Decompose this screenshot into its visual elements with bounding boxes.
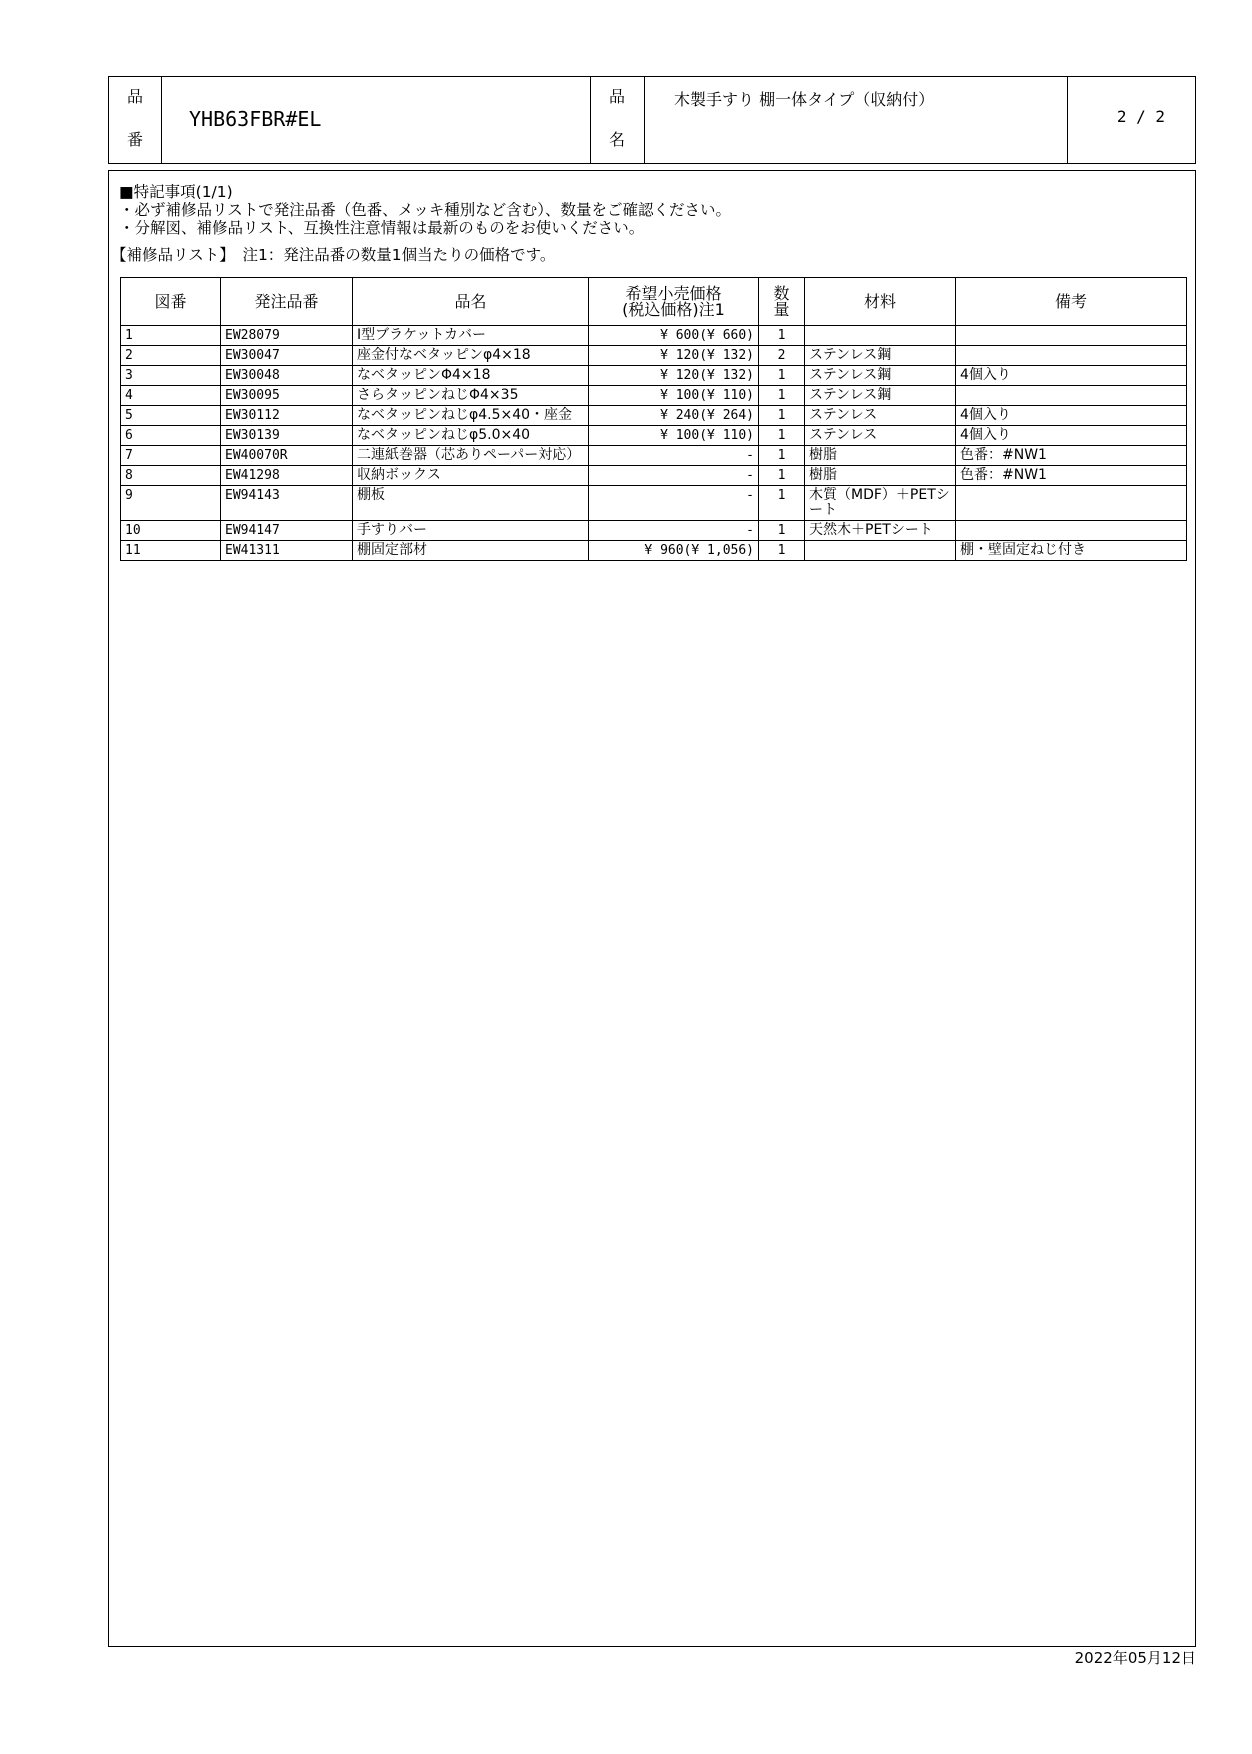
product-name: 木製手すり 棚一体タイプ（収納付） xyxy=(674,90,935,109)
divider xyxy=(644,77,645,163)
cell-qty: 1 xyxy=(759,406,805,426)
cell-qty: 2 xyxy=(759,346,805,366)
cell-material: 天然木＋PETシート xyxy=(805,521,956,541)
table-row xyxy=(121,466,1187,486)
cell-qty: 1 xyxy=(759,541,805,561)
cell-remarks: 棚・壁固定ねじ付き xyxy=(956,541,1187,561)
cell-material: 樹脂 xyxy=(805,446,956,466)
cell-name: 座金付なベタッピンφ4×18 xyxy=(353,346,589,366)
cell-material: ステンレス鋼 xyxy=(805,346,956,366)
cell-name: なベタッピンねじφ4.5×40・座金 xyxy=(353,406,589,426)
document-body xyxy=(108,170,1196,1647)
table-row xyxy=(121,486,1187,521)
col-header-order-code: 発注品番 xyxy=(221,278,353,326)
cell-price: - xyxy=(589,446,759,466)
cell-name: 手すりバー xyxy=(353,521,589,541)
col-header-price-line: (税込価格)注1 xyxy=(622,299,725,319)
cell-order-code: EW28079 xyxy=(221,326,353,346)
cell-order-code: EW40070R xyxy=(221,446,353,466)
cell-qty: 1 xyxy=(759,446,805,466)
cell-material xyxy=(805,326,956,346)
cell-price: ¥ 120(¥ 132) xyxy=(589,346,759,366)
table-header-row xyxy=(121,278,1187,326)
cell-qty: 1 xyxy=(759,366,805,386)
special-notes xyxy=(119,183,731,237)
table-row xyxy=(121,386,1187,406)
cell-order-code: EW41311 xyxy=(221,541,353,561)
cell-price: - xyxy=(589,466,759,486)
product-code-label-char: 品 xyxy=(127,87,144,106)
cell-no: 2 xyxy=(121,346,221,366)
parts-table xyxy=(120,277,1187,561)
product-code-label-char: 番 xyxy=(127,130,144,149)
cell-name: 棚固定部材 xyxy=(353,541,589,561)
cell-material: ステンレス鋼 xyxy=(805,386,956,406)
cell-remarks: 4個入り xyxy=(956,426,1187,446)
table-row xyxy=(121,346,1187,366)
cell-remarks: 色番：#NW1 xyxy=(956,446,1187,466)
table-row xyxy=(121,446,1187,466)
note-line: ・分解図、補修品リスト、互換性注意情報は最新のものをお使いください。 xyxy=(119,219,645,237)
notes-heading: ■特記事項(1/1) xyxy=(119,183,233,201)
divider xyxy=(161,77,162,163)
product-name-label-char: 名 xyxy=(609,130,626,149)
cell-order-code: EW30139 xyxy=(221,426,353,446)
cell-no: 3 xyxy=(121,366,221,386)
cell-name: なベタッピンねじφ5.0×40 xyxy=(353,426,589,446)
cell-material: 樹脂 xyxy=(805,466,956,486)
cell-qty: 1 xyxy=(759,486,805,521)
cell-name: 収納ボックス xyxy=(353,466,589,486)
cell-no: 6 xyxy=(121,426,221,446)
divider xyxy=(1067,77,1068,163)
cell-no: 4 xyxy=(121,386,221,406)
parts-list-title: 【補修品リスト】 注1：発注品番の数量1個当たりの価格です。 xyxy=(111,246,556,264)
cell-no: 10 xyxy=(121,521,221,541)
cell-material: ステンレス xyxy=(805,426,956,446)
cell-no: 5 xyxy=(121,406,221,426)
cell-material xyxy=(805,541,956,561)
cell-remarks: 4個入り xyxy=(956,406,1187,426)
page-number: 2 / 2 xyxy=(1116,107,1165,126)
cell-price: - xyxy=(589,521,759,541)
table-row xyxy=(121,521,1187,541)
cell-name: I型ブラケットカバー xyxy=(353,326,589,346)
cell-name: さらタッピンねじΦ4×35 xyxy=(353,386,589,406)
cell-order-code: EW30095 xyxy=(221,386,353,406)
col-header-price xyxy=(589,278,759,326)
table-row xyxy=(121,541,1187,561)
table-row xyxy=(121,406,1187,426)
cell-no: 1 xyxy=(121,326,221,346)
cell-order-code: EW30112 xyxy=(221,406,353,426)
cell-remarks xyxy=(956,326,1187,346)
cell-name: 二連紙巻器（芯ありペーパー対応） xyxy=(353,446,589,466)
cell-qty: 1 xyxy=(759,326,805,346)
document-header xyxy=(108,76,1196,164)
cell-no: 9 xyxy=(121,486,221,521)
cell-no: 11 xyxy=(121,541,221,561)
cell-remarks: 4個入り xyxy=(956,366,1187,386)
cell-price: ¥ 100(¥ 110) xyxy=(589,386,759,406)
col-header-price-line: 希望小売価格 xyxy=(625,283,722,303)
col-header-name: 品名 xyxy=(353,278,589,326)
table-row xyxy=(121,366,1187,386)
cell-qty: 1 xyxy=(759,386,805,406)
col-header-qty-line: 数 xyxy=(773,283,790,303)
note-line: ・必ず補修品リストで発注品番（色番、メッキ種別など含む）、数量をご確認ください。 xyxy=(119,201,731,219)
cell-order-code: EW41298 xyxy=(221,466,353,486)
cell-no: 7 xyxy=(121,446,221,466)
cell-price: ¥ 600(¥ 660) xyxy=(589,326,759,346)
col-header-no: 図番 xyxy=(121,278,221,326)
cell-no: 8 xyxy=(121,466,221,486)
cell-price: ¥ 960(¥ 1,056) xyxy=(589,541,759,561)
cell-material: ステンレス xyxy=(805,406,956,426)
product-code: YHB63FBR#EL xyxy=(189,107,322,131)
cell-name: なベタッピンΦ4×18 xyxy=(353,366,589,386)
cell-price: ¥ 240(¥ 264) xyxy=(589,406,759,426)
cell-remarks xyxy=(956,386,1187,406)
cell-order-code: EW30047 xyxy=(221,346,353,366)
divider xyxy=(590,77,591,163)
cell-order-code: EW30048 xyxy=(221,366,353,386)
cell-price: ¥ 100(¥ 110) xyxy=(589,426,759,446)
cell-material: 木質（MDF）＋PETシート xyxy=(805,486,956,521)
cell-material: ステンレス鋼 xyxy=(805,366,956,386)
table-row xyxy=(121,426,1187,446)
cell-price: ¥ 120(¥ 132) xyxy=(589,366,759,386)
cell-order-code: EW94147 xyxy=(221,521,353,541)
col-header-material: 材料 xyxy=(805,278,956,326)
issue-date: 2022年05月12日 xyxy=(1074,1649,1196,1667)
cell-qty: 1 xyxy=(759,521,805,541)
cell-order-code: EW94143 xyxy=(221,486,353,521)
cell-name: 棚板 xyxy=(353,486,589,521)
table-row xyxy=(121,326,1187,346)
parts-table-body xyxy=(121,326,1187,561)
cell-qty: 1 xyxy=(759,426,805,446)
cell-remarks: 色番：#NW1 xyxy=(956,466,1187,486)
col-header-qty-line: 量 xyxy=(773,299,790,319)
product-name-label-char: 品 xyxy=(609,87,626,106)
cell-price: - xyxy=(589,486,759,521)
cell-remarks xyxy=(956,486,1187,521)
cell-remarks xyxy=(956,521,1187,541)
cell-qty: 1 xyxy=(759,466,805,486)
cell-remarks xyxy=(956,346,1187,366)
col-header-qty xyxy=(759,278,805,326)
col-header-remarks: 備考 xyxy=(956,278,1187,326)
